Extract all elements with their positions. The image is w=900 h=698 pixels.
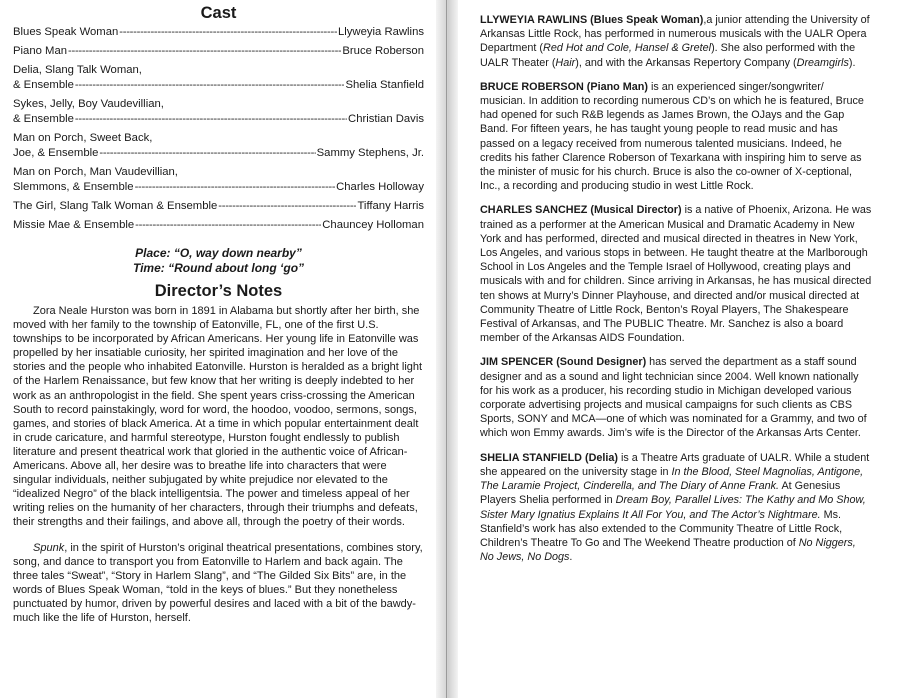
cast-actor: Charles Holloway (336, 181, 424, 193)
cast-list (13, 25, 424, 233)
cast-leader-line (13, 78, 424, 93)
cast-actor: Shelia Stanfield (345, 79, 424, 91)
cast-title: Cast (200, 4, 237, 22)
dotted-leader (119, 25, 337, 40)
bio-sanchez: CHARLES SANCHEZ (Musical Director) is a native of Phoenix, Arizona. He was trained as a performer at the American Musical and Dramatic Academy in New York and has performed, directed and musical directed in theatres in New York, Los Angeles, and various stops in between. He taught theatre at the Marlborough School in Los Angeles and the Temple Israel of Hollywood, creating plays and musicals with and for children. Since arriving in Arkansas, he has musical directed ten shows at Murry’s Dinner Playhouse, and directed and/or musical directed at Community Theatre of Little Rock, Benton’s Royal Players, The Shakespeare Festival of Arkansas, and The PUBLIC Theatre. Mr. Sanchez is also a board member of the Arkansas AIDS Foundation. (480, 204, 872, 345)
cast-actor: Llyweyia Rawlins (337, 26, 424, 38)
directors-notes-paragraph-2: Spunk, in the spirit of Hurston’s original theatrical presentations, combines story, song, and dance to transport you from Eatonville to Harlem and back again. The three tales “Sweat”, “Story in Harlem Slang”, and “The Gilded Six Bits” are, in the words of Blues Speak Woman, “told in the keys of blues.” But they nonetheless punctuated by humor, driven by powerful desires and laced with a bit of the bawdy- much like the life of Hurston, herself. (13, 541, 423, 624)
bio-spencer: JIM SPENCER (Sound Designer) has served the department as a staff sound designer and as a sound and light technician since 2004. Well known nationally for his work as a producer, his recording studio in Michigan developed various corporate advertising projects and musical campaigns for such clients as CBS Sports, SONY and MCA—one of which was nominated for a Grammy, and two of which won Emmy awards. Jim’s wife is the Director of the Arkansas Arts Center. (480, 356, 867, 440)
cast-actor: Bruce Roberson (342, 45, 424, 57)
bio-name: CHARLES SANCHEZ (Musical Director) (480, 204, 682, 217)
bio-roberson: BRUCE ROBERSON (Piano Man) is an experienced singer/songwriter/ musician. In addition to recording numerous CD’s on which he is featured, Bruce had opened for such R&B legends as James Brown, the OJays and the Gap Band. For fifteen years, he has taught young people to read music and has passed on a legacy received from numerous talented musicians. Indeed, he credits his father Clarence Roberson of Texarkana with inspiring him to serve as the minister of music for his church. Bruce is also the co-owner of X-ceptional, Inc., a recording and producing studio in west Little Rock. (480, 80, 864, 193)
cast-entry (13, 165, 424, 195)
cast-role: Slemmons, & Ensemble (13, 181, 134, 193)
cast-role: & Ensemble (13, 113, 74, 125)
cast-role: Piano Man (13, 45, 68, 57)
cast-leader-line (13, 180, 424, 195)
cast-leader-line (13, 199, 424, 214)
bio-name: BRUCE ROBERSON (Piano Man) (480, 80, 648, 93)
dotted-leader (75, 112, 347, 127)
cast-entry (13, 25, 424, 40)
cast-role: Missie Mae & Ensemble (13, 219, 135, 231)
dotted-leader (75, 78, 345, 93)
spunk-title: Spunk (33, 541, 65, 554)
cast-role-line: Sykes, Jelly, Boy Vaudevillian, (13, 98, 164, 110)
bio-stanfield: SHELIA STANFIELD (Delia) is a Theatre Arts graduate of UALR. While a student she appeared on the university stage in In the Blood, Steel Magnolias, Antigone, The Laramie Project, Cinderella, and The Diary of Anne Frank. At Genesius Players Shelia performed in Dream Boy, Parallel Lives: The Kathy and Mo Show, Sister Mary Ignatius Explains It All For You, and The Actor’s Nightmare. Ms. Stanfield’s work has also extended to the Community Theatre of Little Rock, Children’s Theatre To Go and The Weekend Theatre production of No Niggers, No Jews, No Dogs. (480, 451, 870, 564)
dotted-leader (99, 146, 315, 161)
cast-entry (13, 63, 424, 93)
bio-name: LLYWEYIA RAWLINS (Blues Speak Woman) (480, 14, 704, 26)
cast-role-line: Man on Porch, Sweet Back, (13, 132, 153, 144)
cast-role-line: Delia, Slang Talk Woman, (13, 64, 142, 76)
book-gutter (436, 0, 458, 698)
cast-role-line: Man on Porch, Man Vaudevillian, (13, 166, 178, 178)
dotted-leader (135, 180, 336, 195)
left-page (0, 0, 436, 698)
cast-entry (13, 97, 424, 127)
cast-entry (13, 131, 424, 161)
cast-actor: Sammy Stephens, Jr. (316, 147, 424, 159)
setting-place: Place: “O, way down nearby” (135, 246, 302, 260)
cast-leader-line (13, 25, 424, 40)
cast-role: Blues Speak Woman (13, 26, 119, 38)
bio-name: JIM SPENCER (Sound Designer) (480, 356, 647, 369)
cast-role: The Girl, Slang Talk Woman & Ensemble (13, 200, 218, 212)
right-page (458, 0, 900, 698)
cast-actor: Tiffany Harris (357, 200, 424, 212)
cast-role: & Ensemble (13, 79, 74, 91)
cast-leader-line (13, 218, 424, 233)
cast-entry (13, 44, 424, 59)
dotted-leader (135, 218, 321, 233)
cast-actor: Christian Davis (348, 113, 424, 125)
setting-time: Time: “Round about long ‘go” (132, 261, 305, 275)
cast-entry (13, 199, 424, 214)
directors-notes-title: Director’s Notes (154, 282, 283, 300)
setting (13, 246, 424, 276)
cast-leader-line (13, 112, 424, 127)
cast-entry (13, 218, 424, 233)
bio-rawlins: LLYWEYIA RAWLINS (Blues Speak Woman),a junior attending the University of Arkansas Little Rock, has performed in numerous musicals with the UALR Opera Department (Red Hot and Cole, Hansel & Gretel). She also performed with the UALR Theater (Hair), and with the Arkansas Repertory Company (Dreamgirls). (480, 14, 870, 69)
cast-role: Joe, & Ensemble (13, 147, 99, 159)
directors-notes-paragraph-1: Zora Neale Hurston was born in 1891 in Alabama but shortly after her birth, she moved with her family to the township of Eatonville, FL, one of the first U.S. townships to be incorporated by African Americans. Her young life in Eatonville was propelled by her insatiable curiosity, her spirited imagination and her love of the stories and the people who inhabited Eatonville. Hurston is heralded as a bright light of the Harlem Renaissance, but few know that her writing is deeply indebted to her work as an anthropologist in the field. She spent years criss-crossing the American South to record painstakingly, word for word, the hoodoo, voodoo, sermons, songs, games, and stories of black America. At a time in which popular entertainment dealt in crude caricature, and harmful stereotype, Hurston fought endlessly to publish literature and present theatrical work that gloried in the authentic voice of African-Americans. Above all, her desire was to breathe life into characters that were singular individuals, neither subjugated by white prejudice nor elevated to the “idealized Negro” of the black intelligentsia. The power and timeless appeal of her writing relies on the humanity of her characters, through their triumphs and defeats, their strengths and their failings, and above all, through the poetry of their words. (13, 305, 423, 529)
cast-actor: Chauncey Holloman (322, 219, 424, 231)
cast-leader-line (13, 146, 424, 161)
bio-name: SHELIA STANFIELD (Delia) (480, 451, 618, 464)
dotted-leader (68, 44, 341, 59)
dotted-leader (218, 199, 356, 214)
cast-leader-line (13, 44, 424, 59)
